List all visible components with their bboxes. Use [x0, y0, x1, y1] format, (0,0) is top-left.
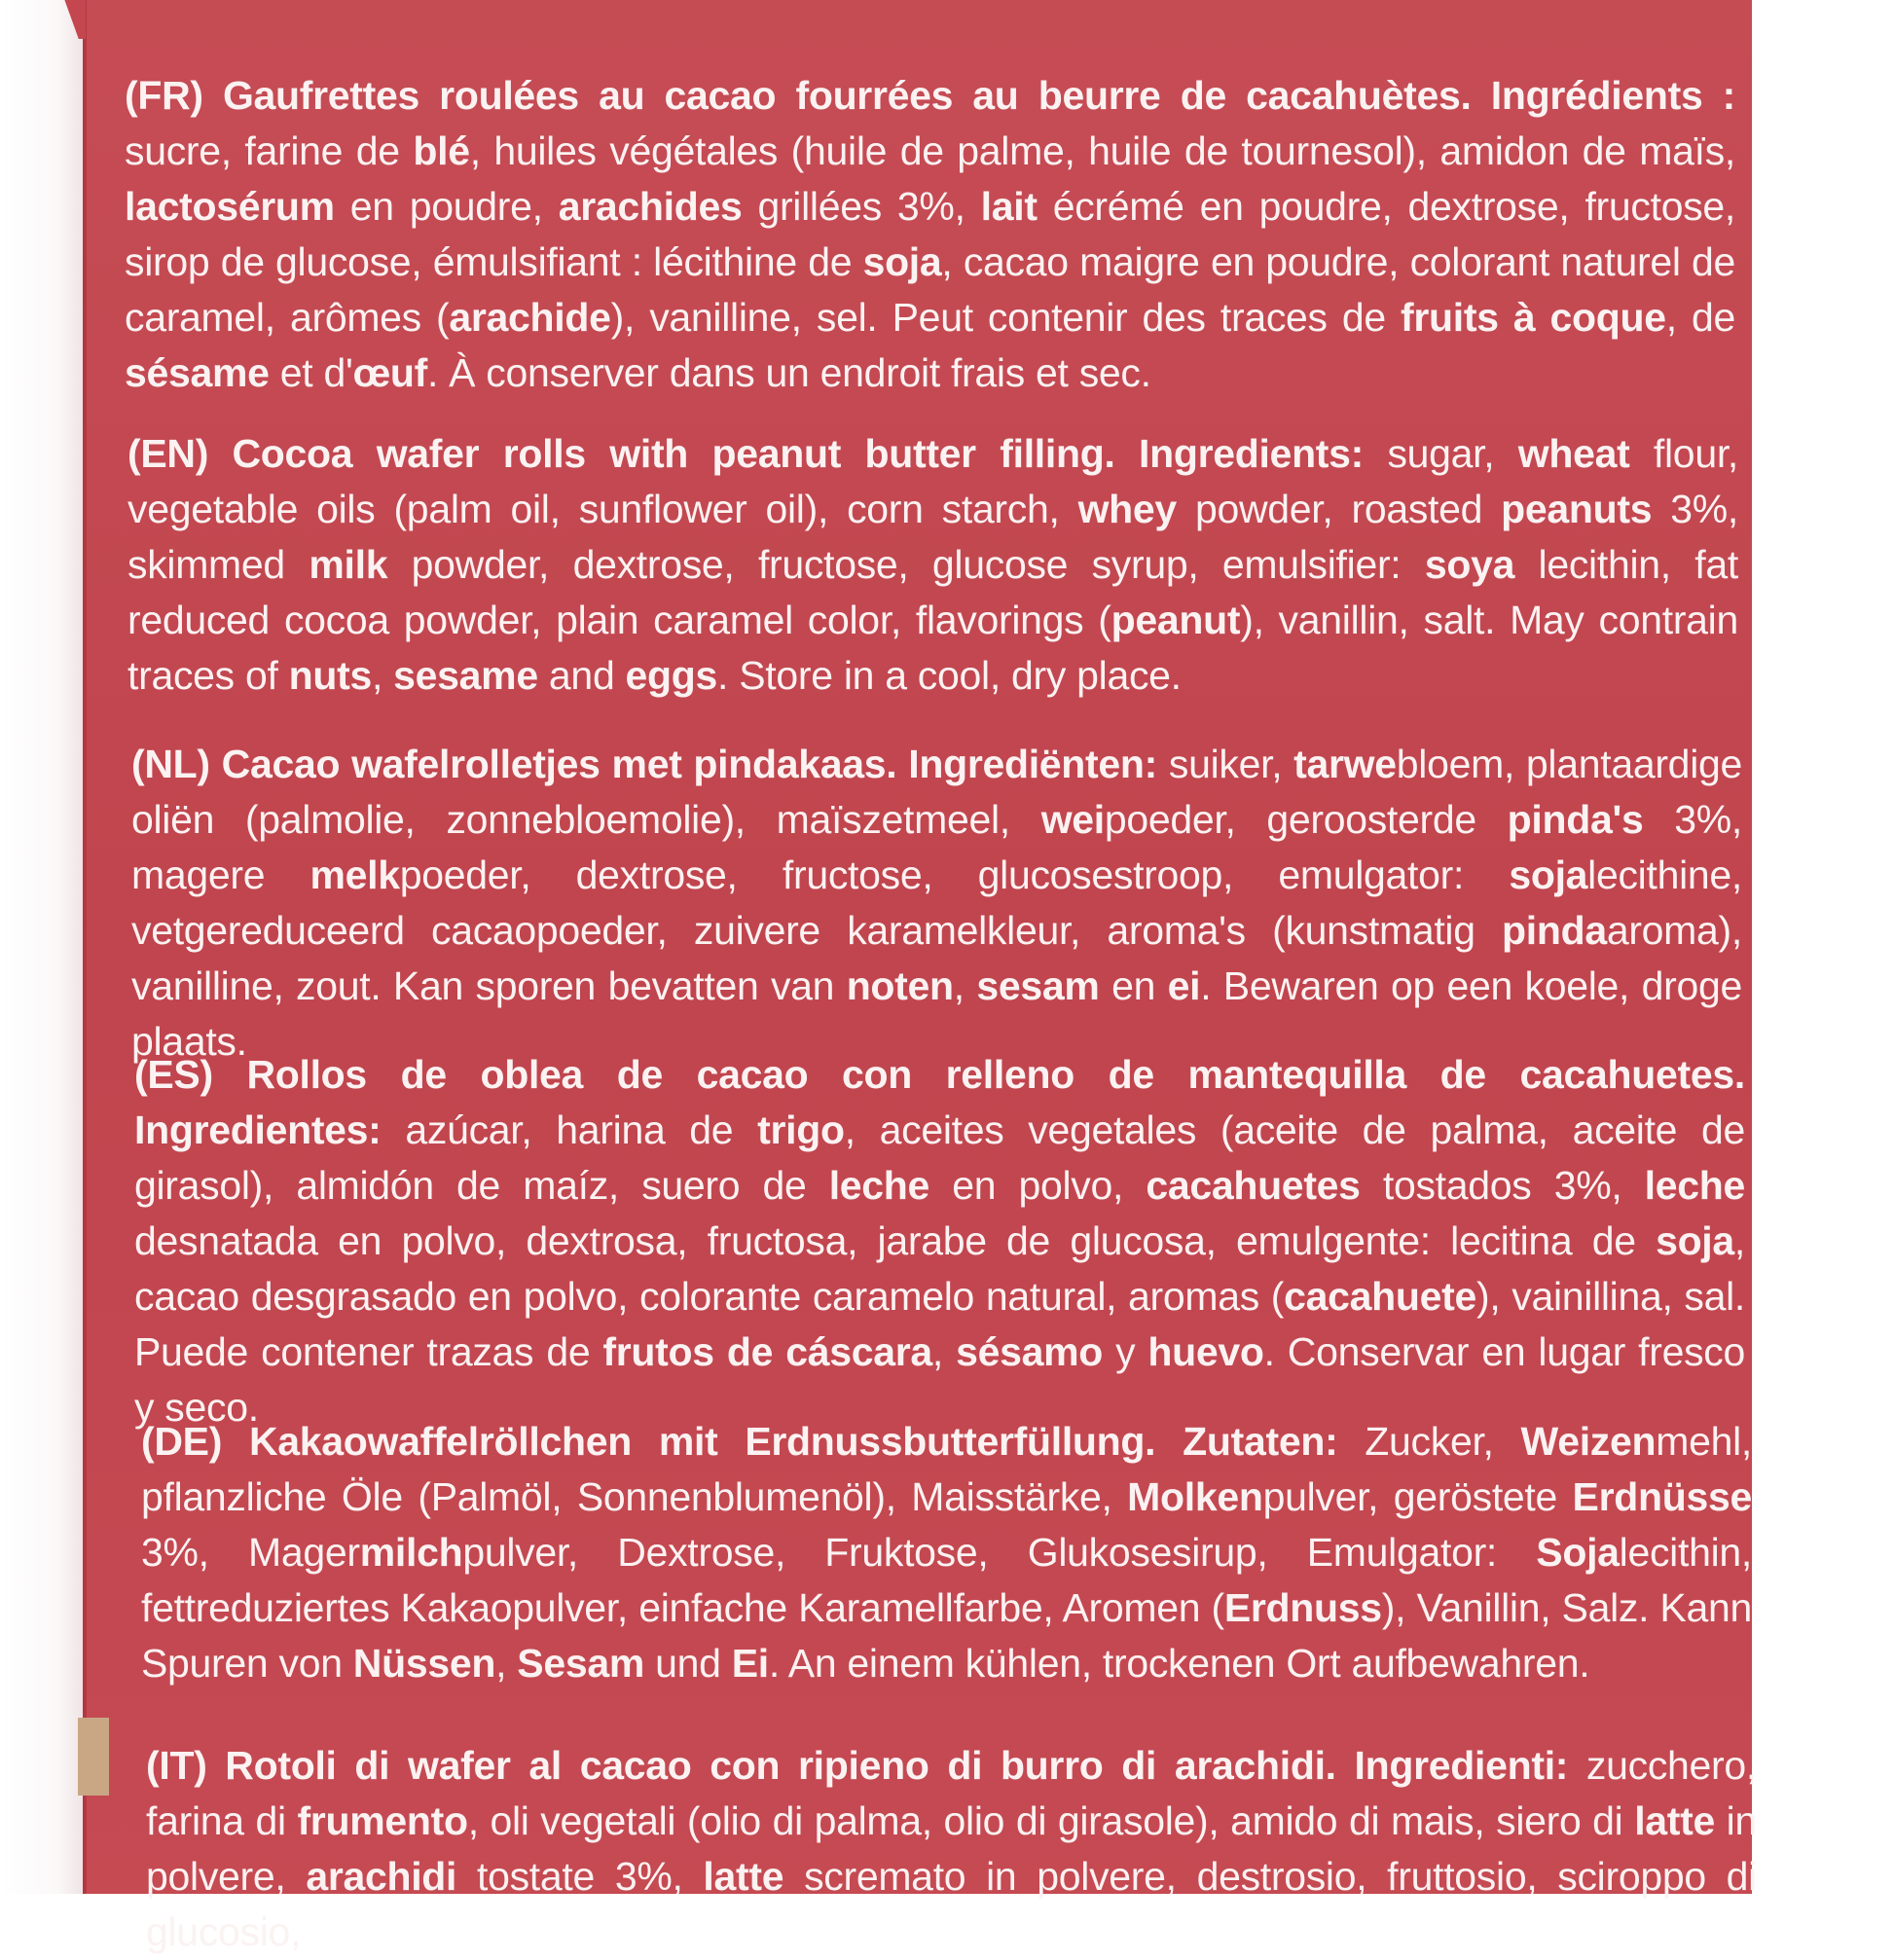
ingredients-en: [127, 426, 1738, 704]
text-segment: mehl, pflanzliche Öle (Palmöl, Sonnenblumenöl), Maisstärke,: [141, 1419, 1752, 1519]
ingredients-it: [146, 1738, 1757, 1960]
text-segment: 3%, skimmed: [127, 487, 1738, 587]
bold-text-segment: ei: [1167, 963, 1201, 1008]
text-segment: ,: [931, 1329, 957, 1374]
text-segment: y: [1102, 1329, 1148, 1374]
bold-text-segment: pinda's: [1507, 797, 1644, 842]
text-segment: . Store in a cool, dry place.: [717, 653, 1182, 698]
text-segment: scremato in polvere, destrosio, fruttosio, sciroppo di glucosio,: [146, 1854, 1757, 1954]
bold-text-segment: tarwe: [1293, 742, 1397, 786]
text-segment: powder, dextrose, fructose, glucose syrup, emulsifier:: [387, 542, 1425, 587]
ingredients-es: [134, 1047, 1745, 1435]
bold-text-segment: arachidi: [306, 1854, 457, 1899]
text-segment: ,: [953, 963, 977, 1008]
text-segment: and: [537, 653, 626, 698]
text-segment: bloem, plantaardige oliën (palmolie, zonnebloemolie), maïszetmeel,: [131, 742, 1743, 842]
text-segment: desnatada en polvo, dextrosa, fructosa, jarabe de glucosa, emulgente: lecitina de: [134, 1218, 1657, 1263]
bold-text-segment: peanuts: [1501, 487, 1653, 531]
bold-text-segment: lactosérum: [125, 184, 335, 229]
text-segment: , aceites vegetales (aceite de palma, aceite de girasol), almidón de maíz, suero de: [134, 1107, 1745, 1208]
bold-text-segment: Molken: [1127, 1474, 1263, 1519]
text-segment: lecithine, vetgereduceerd cacaopoeder, zuivere karamelkleur, aroma's (kunstmatig: [131, 853, 1742, 953]
bold-text-segment: arachides: [558, 184, 743, 229]
text-segment: tostate 3%,: [456, 1854, 704, 1899]
ingredients-fr: [125, 68, 1735, 401]
bold-text-segment: (IT) Rotoli di wafer al cacao con ripieno di burro di arachidi. Ingredienti:: [146, 1743, 1569, 1788]
text-segment: suiker,: [1157, 742, 1294, 786]
text-segment: ,: [495, 1641, 518, 1686]
bold-text-segment: frumento: [297, 1798, 468, 1843]
text-segment: zucchero, farina di: [146, 1743, 1757, 1843]
bold-text-segment: frutos de cáscara: [602, 1329, 932, 1374]
bold-text-segment: milch: [359, 1530, 463, 1575]
bold-text-segment: Ei: [731, 1641, 769, 1686]
bold-text-segment: Soja: [1536, 1530, 1620, 1575]
text-segment: lecithin, fettreduziertes Kakaopulver, einfache Karamellfarbe, Aromen (: [141, 1530, 1752, 1630]
text-segment: , de: [1665, 295, 1736, 340]
text-segment: pulver, Dextrose, Fruktose, Glukosesirup, Emulgator:: [462, 1530, 1537, 1575]
bold-text-segment: sesam: [976, 963, 1100, 1008]
bold-text-segment: leche: [1644, 1163, 1745, 1208]
bold-text-segment: (EN) Cocoa wafer rolls with peanut butter filling. Ingredients:: [127, 431, 1365, 476]
bold-text-segment: leche: [828, 1163, 930, 1208]
text-segment: . Bewaren op een koele, droge plaats.: [131, 963, 1743, 1064]
bold-text-segment: fruits à coque: [1401, 295, 1666, 340]
bold-text-segment: (FR) Gaufrettes roulées au cacao fourrées au beurre de cacahuètes. Ingrédients :: [125, 73, 1735, 118]
bold-text-segment: Erdnuss: [1223, 1585, 1382, 1630]
bold-text-segment: noten: [846, 963, 954, 1008]
bold-text-segment: latte: [703, 1854, 784, 1899]
text-segment: . Conservar en lugar fresco y seco.: [134, 1329, 1746, 1430]
white-background-right: [1752, 0, 1894, 1894]
text-segment: en polvo,: [929, 1163, 1147, 1208]
text-segment: ), vanilline, sel. Peut contenir des traces de: [610, 295, 1402, 340]
text-segment: 3%, magere: [131, 797, 1742, 897]
bold-text-segment: lait: [980, 184, 1038, 229]
bold-text-segment: latte: [1634, 1798, 1715, 1843]
text-segment: flour, vegetable oils (palm oil, sunflower oil), corn starch,: [127, 431, 1738, 531]
text-segment: ), vanillin, salt. May contrain traces of: [127, 598, 1738, 698]
ingredients-nl: [131, 737, 1742, 1070]
bold-text-segment: cacahuete: [1284, 1274, 1476, 1319]
bold-text-segment: eggs: [625, 653, 718, 698]
bold-text-segment: wei: [1040, 797, 1105, 842]
bold-text-segment: peanut: [1111, 598, 1241, 642]
text-segment: aroma), vanilline, zout. Kan sporen bevatten van: [131, 908, 1742, 1008]
bold-text-segment: (DE) Kakaowaffelröllchen mit Erdnussbutterfüllung. Zutaten:: [141, 1419, 1338, 1464]
text-segment: pulver, geröstete: [1262, 1474, 1573, 1519]
bold-text-segment: sésamo: [956, 1329, 1103, 1374]
text-segment: sugar,: [1364, 431, 1518, 476]
text-segment: . À conserver dans un endroit frais et sec.: [426, 350, 1151, 395]
bold-text-segment: Sesam: [517, 1641, 645, 1686]
text-segment: poeder, geroosterde: [1104, 797, 1508, 842]
text-segment: en poudre,: [334, 184, 559, 229]
text-segment: in polvere,: [146, 1798, 1757, 1899]
bold-text-segment: Weizen: [1520, 1419, 1657, 1464]
text-segment: und: [644, 1641, 732, 1686]
bold-text-segment: Erdnüsse: [1572, 1474, 1752, 1519]
text-segment: , cacao desgrasado en polvo, colorante caramelo natural, aromas (: [134, 1218, 1745, 1319]
bold-text-segment: soja: [1656, 1218, 1734, 1263]
bold-text-segment: trigo: [757, 1107, 845, 1152]
text-segment: grillées 3%,: [742, 184, 981, 229]
bold-text-segment: blé: [413, 128, 470, 173]
bold-text-segment: œuf: [352, 350, 427, 395]
bold-text-segment: huevo: [1147, 1329, 1264, 1374]
bold-text-segment: Nüssen: [352, 1641, 496, 1686]
panel-edge-tab: [78, 1718, 109, 1796]
bold-text-segment: pinda: [1502, 908, 1607, 953]
bold-text-segment: nuts: [288, 653, 372, 698]
bold-text-segment: sesame: [393, 653, 538, 698]
bold-text-segment: (ES) Rollos de oblea de cacao con relleno de mantequilla de cacahuetes. Ingredientes:: [134, 1052, 1745, 1152]
text-segment: . An einem kühlen, trockenen Ort aufbewahren.: [768, 1641, 1590, 1686]
text-segment: ,: [371, 653, 394, 698]
ingredients-de: [141, 1414, 1752, 1691]
bold-text-segment: soya: [1424, 542, 1515, 587]
text-segment: tostados 3%,: [1360, 1163, 1645, 1208]
text-segment: , oli vegetali (olio di palma, olio di girasole), amido di mais, siero di: [467, 1798, 1635, 1843]
text-segment: Zucker,: [1337, 1419, 1521, 1464]
text-segment: , cacao maigre en poudre, colorant naturel de caramel, arômes (: [125, 239, 1735, 340]
text-segment: en: [1099, 963, 1168, 1008]
text-segment: , huiles végétales (huile de palme, huile de tournesol), amidon de maïs,: [469, 128, 1735, 173]
text-segment: azúcar, harina de: [381, 1107, 758, 1152]
text-segment: powder, roasted: [1176, 487, 1502, 531]
text-segment: 3%, Mager: [141, 1530, 360, 1575]
bold-text-segment: arachide: [449, 295, 611, 340]
bold-text-segment: melk: [310, 853, 400, 897]
text-segment: et d': [269, 350, 353, 395]
text-segment: écrémé en poudre, dextrose, fructose, sirop de glucose, émulsifiant : lécithine de: [125, 184, 1735, 284]
text-segment: poeder, dextrose, fructose, glucosestroop, emulgator:: [399, 853, 1510, 897]
white-background-left: [0, 0, 83, 1894]
text-segment: ), vainillina, sal. Puede contener trazas de: [134, 1274, 1746, 1374]
bold-text-segment: soja: [1509, 853, 1588, 897]
bold-text-segment: wheat: [1517, 431, 1630, 476]
bold-text-segment: milk: [309, 542, 388, 587]
text-segment: sucre, farine de: [125, 128, 414, 173]
bold-text-segment: (NL) Cacao wafelrolletjes met pindakaas. Ingrediënten:: [131, 742, 1158, 786]
text-segment: ), Vanillin, Salz. Kann Spuren von: [141, 1585, 1752, 1686]
bold-text-segment: sésame: [125, 350, 270, 395]
bold-text-segment: cacahuetes: [1146, 1163, 1361, 1208]
text-segment: lecithin, fat reduced cocoa powder, plain caramel color, flavorings (: [127, 542, 1738, 642]
bold-text-segment: whey: [1077, 487, 1177, 531]
bold-text-segment: soja: [862, 239, 942, 284]
